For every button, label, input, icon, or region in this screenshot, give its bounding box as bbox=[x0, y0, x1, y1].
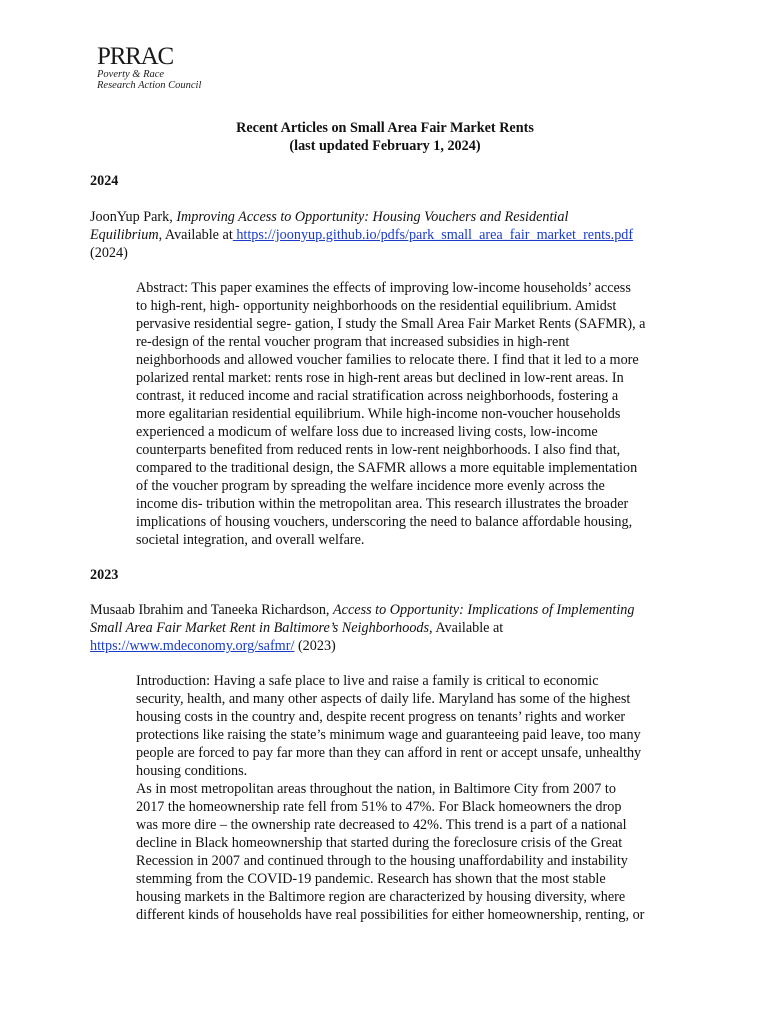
abstract-line: implications of housing vouchers, underscoring the need to balance affordable housing, bbox=[136, 514, 633, 530]
year-heading-2023: 2023 bbox=[90, 567, 119, 583]
abstract-line: stemming from the COVID-19 pandemic. Research has shown that the most stable bbox=[136, 871, 606, 887]
abstract-line: security, health, and many other aspects of daily life. Maryland has some of the highest bbox=[136, 691, 631, 707]
citation-available: , Available at bbox=[158, 227, 233, 243]
citation-title-cont: Small Area Fair Market Rent in Baltimore’s Neighborhoods, bbox=[90, 620, 433, 636]
abstract-2023 bbox=[136, 672, 686, 924]
citation-available: Available at bbox=[432, 620, 504, 636]
citation-year: (2024) bbox=[90, 245, 128, 261]
abstract-line: housing conditions. bbox=[136, 763, 248, 779]
citation-title: Access to Opportunity: Implications of Implementing bbox=[333, 602, 635, 618]
citation-2024 bbox=[90, 208, 690, 262]
abstract-line: As in most metropolitan areas throughout the nation, in Baltimore City from 2007 to bbox=[136, 781, 616, 797]
citation-authors: Musaab Ibrahim and Taneeka Richardson, bbox=[90, 602, 334, 618]
abstract-line: 2017 the homeownership rate fell from 51% to 47%. For Black homeowners the drop bbox=[136, 799, 622, 815]
abstract-line: of the voucher program by spreading the welfare incidence more evenly across the bbox=[136, 478, 605, 494]
citation-link[interactable]: https://www.mdeconomy.org/safmr/ bbox=[90, 638, 295, 654]
abstract-line: contrast, it reduced income and racial stratification across neighborhoods, fostering a bbox=[136, 388, 619, 404]
abstract-line: housing costs in the country and, despite recent progress on tenants’ rights and worker bbox=[136, 709, 626, 725]
abstract-line: was more dire – the ownership rate decreased to 42%. This trend is a part of a national bbox=[136, 817, 627, 833]
citation-authors: JoonYup Park, bbox=[90, 209, 177, 225]
abstract-line: protections like raising the state’s minimum wage and guaranteeing paid leave, too many bbox=[136, 727, 641, 743]
logo-mark: PRRAC bbox=[97, 43, 173, 70]
abstract-line: re-design of the rental voucher program that increased subsidies in high-rent bbox=[136, 334, 570, 350]
abstract-line: different kinds of households have real possibilities for either homeownership, renting, or bbox=[136, 907, 645, 923]
abstract-line: people are forced to pay far more than they can afford in rent or accept unsafe, unhealthy bbox=[136, 745, 642, 761]
abstract-line: pervasive residential segre- gation, I study the Small Area Fair Market Rents (SAFMR), a bbox=[136, 316, 646, 332]
abstract-line: polarized rental market: rents rose in high-rent areas but declined in low-rent areas. In bbox=[136, 370, 624, 386]
abstract-line: experienced a modicum of welfare loss due to increased living costs, low-income bbox=[136, 424, 598, 440]
abstract-line: income dis- tribution within the metropolitan area. This research illustrates the broader bbox=[136, 496, 629, 512]
abstract-line: societal integration, and overall welfare. bbox=[136, 532, 365, 548]
abstract-line: more egalitarian residential equilibrium. While high-income non-voucher households bbox=[136, 406, 621, 422]
abstract-line: housing markets in the Baltimore region are characterized by housing diversity, where bbox=[136, 889, 626, 905]
document-title: Recent Articles on Small Area Fair Market Rents bbox=[236, 120, 534, 136]
logo-line-1: Poverty & Race bbox=[97, 69, 165, 80]
last-updated: (last updated February 1, 2024) bbox=[289, 138, 481, 154]
prrac-logo bbox=[97, 44, 237, 91]
abstract-line: counterparts benefited from reduced rents in low-rent neighborhoods. I also find that, bbox=[136, 442, 621, 458]
year-heading-2024: 2024 bbox=[90, 173, 119, 189]
citation-link[interactable]: https://joonyup.github.io/pdfs/park_small_area_fair_market_rents.pdf bbox=[232, 227, 634, 243]
abstract-line: neighborhoods and allowed voucher families to relocate there. I find that it led to a more bbox=[136, 352, 639, 368]
citation-title-cont: Equilibrium bbox=[90, 227, 159, 243]
abstract-2024 bbox=[136, 279, 686, 549]
document-header bbox=[0, 119, 770, 155]
citation-2023 bbox=[90, 601, 690, 655]
abstract-line: compared to the traditional design, the SAFMR allows a more equitable implementation bbox=[136, 460, 638, 476]
abstract-line: to high-rent, high- opportunity neighborhoods on the residential equilibrium. Amidst bbox=[136, 298, 617, 314]
abstract-line: Abstract: This paper examines the effects of improving low-income households’ access bbox=[136, 280, 631, 296]
citation-year: (2023) bbox=[294, 638, 336, 654]
logo-line-2: Research Action Council bbox=[97, 79, 202, 91]
abstract-line: Introduction: Having a safe place to live and raise a family is critical to economic bbox=[136, 673, 599, 689]
abstract-line: Recession in 2007 and continued through to the housing unaffordability and instability bbox=[136, 853, 628, 869]
abstract-line: decline in Black homeownership that started during the foreclosure crisis of the Great bbox=[136, 835, 623, 851]
citation-title: Improving Access to Opportunity: Housing Vouchers and Residential bbox=[176, 209, 569, 225]
